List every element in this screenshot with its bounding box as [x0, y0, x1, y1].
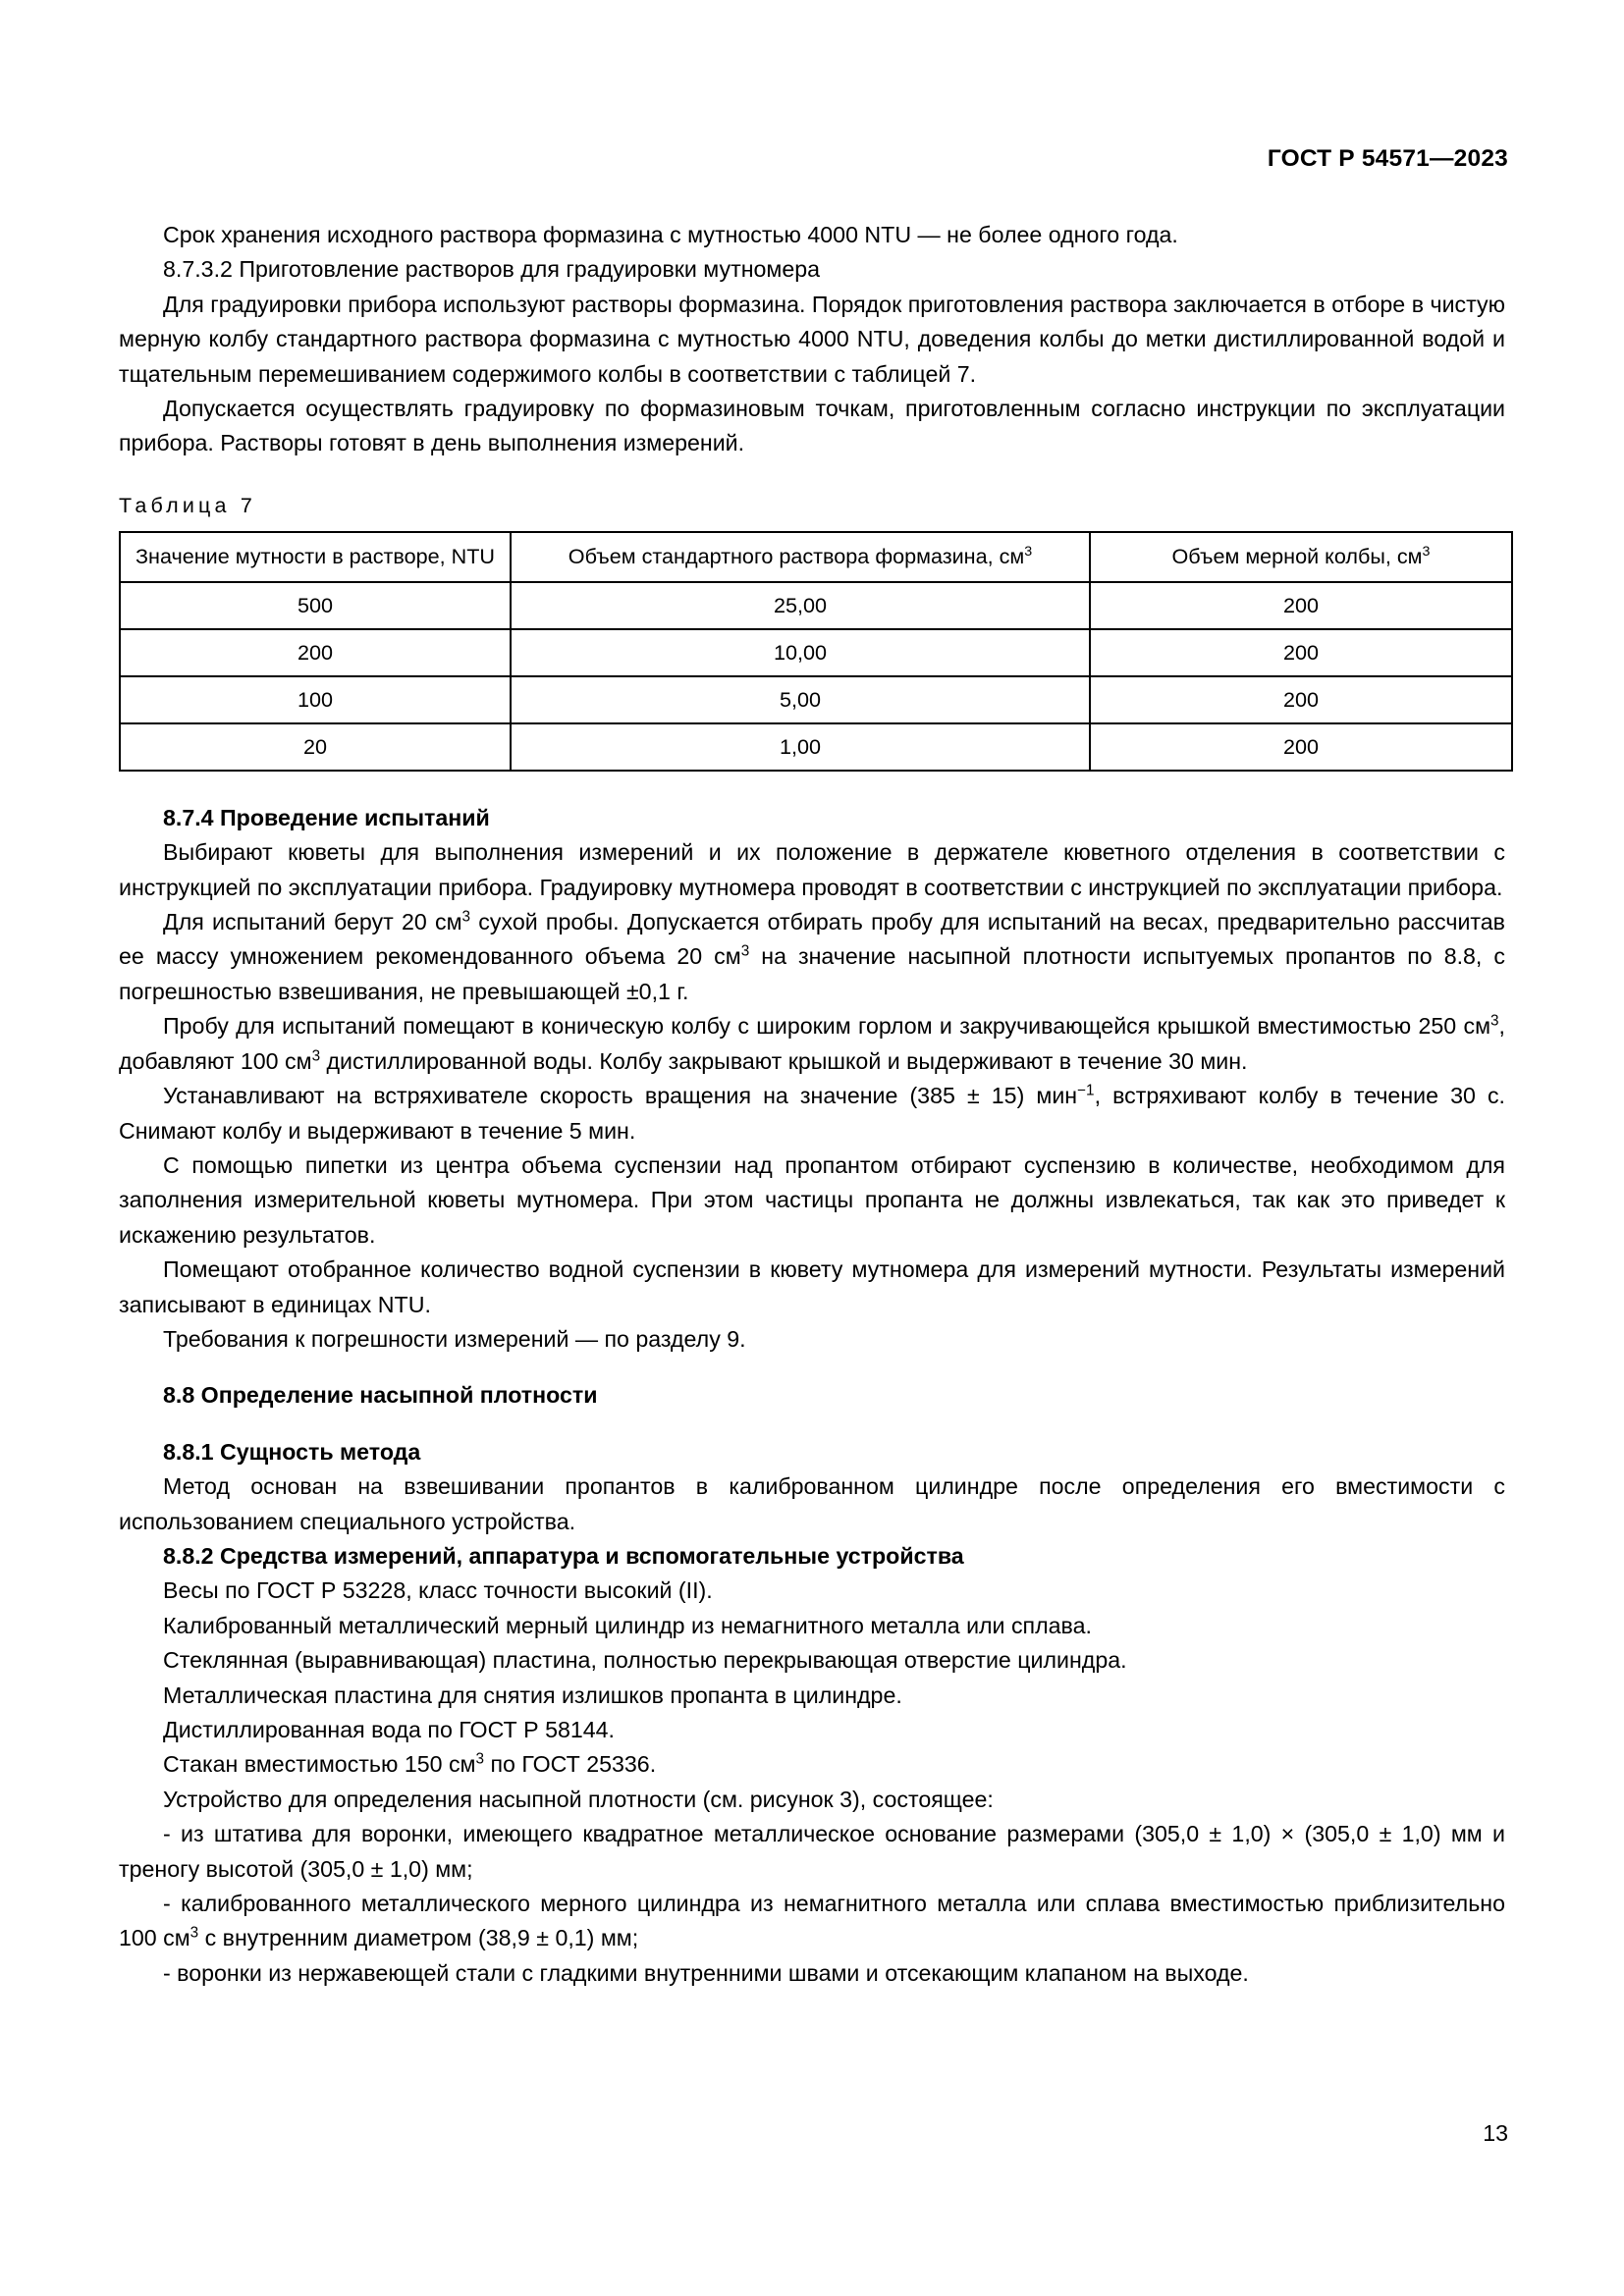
text-run: , встряхивают колбу в течение 30 с. Снимают колбу и выдерживают в течение 5 мин. — [119, 1083, 1505, 1144]
column-header-flask-volume — [1090, 532, 1512, 582]
page-number: 13 — [1483, 2120, 1508, 2146]
spacer — [119, 772, 1505, 801]
text-run: дистиллированной воды. Колбу закрывают крышкой и выдерживают в течение 30 мин. — [320, 1047, 1248, 1074]
cell-flask-volume: 200 — [1090, 629, 1512, 676]
superscript-cubic: 3 — [740, 942, 750, 960]
paragraph-8-8-2-metal-plate: Металлическая пластина для снятия излишков пропанта в цилиндре. — [163, 1682, 902, 1708]
list-item-stand: - из штатива для воронки, имеющего квадратное металлическое основание размерами (305,0 ± 1,0) × (305,0 ± 1,0) мм и треногу высотой (305,0 ± 1,0) мм; — [119, 1821, 1505, 1882]
paragraph-calibration-procedure: Для градуировки прибора используют растворы формазина. Порядок приготовления раствора заключается в отборе в чистую мерную колбу стандартного раствора формазина с мутностью 4000 NTU, доведения колбы до метки дистиллированной водой и тщательным перемешиванием содержимого колбы в соответствии с таблицей 7. — [119, 291, 1505, 387]
spacer — [119, 1414, 1505, 1435]
superscript-cubic: 3 — [311, 1046, 321, 1064]
paragraph-8-7-4-shaker — [119, 1079, 1505, 1148]
cell-standard-volume: 25,00 — [511, 582, 1090, 629]
spacer — [119, 461, 1505, 491]
paragraph-8-8-2-device: Устройство для определения насыпной плотности (см. рисунок 3), состоящее: — [163, 1786, 994, 1812]
heading-8-8-2: 8.8.2 Средства измерений, аппаратура и вспомогательные устройства — [163, 1542, 964, 1569]
column-header-turbidity — [120, 532, 511, 582]
paragraph-8-8-1-method: Метод основан на взвешивании пропантов в калиброванном цилиндре после определения его вместимости с использованием специального устройства. — [119, 1473, 1505, 1534]
paragraph-8-7-4-pipette: С помощью пипетки из центра объема суспензии над пропантом отбирают суспензию в количестве, необходимом для заполнения измерительной кюветы мутномера. При этом частицы пропанта не должны извлекаться, так как это приведет к искажению результатов. — [119, 1151, 1505, 1248]
paragraph-clause-8-7-3-2-title: 8.7.3.2 Приготовление растворов для градуировки мутномера — [163, 256, 821, 283]
column-header-flask-volume-label: Объем мерной колбы, см — [1171, 544, 1423, 569]
column-header-standard-volume-label: Объем стандартного раствора формазина, см — [568, 544, 1025, 569]
list-item-cylinder — [119, 1887, 1505, 1956]
superscript-cubic: 3 — [475, 1750, 485, 1768]
table-7 — [119, 531, 1513, 772]
cell-flask-volume: 200 — [1090, 723, 1512, 771]
paragraph-storage-term: Срок хранения исходного раствора формазина с мутностью 4000 NTU — не более одного года. — [163, 222, 1178, 247]
table-row — [120, 629, 1512, 676]
paragraph-8-7-4-flask — [119, 1009, 1505, 1079]
paragraph-8-8-2-water: Дистиллированная вода по ГОСТ Р 58144. — [163, 1717, 615, 1742]
cell-standard-volume: 10,00 — [511, 629, 1090, 676]
column-header-turbidity-label: Значение мутности в растворе, NTU — [135, 544, 496, 569]
superscript-cubic: 3 — [1024, 544, 1033, 561]
paragraph-8-7-4-measurement: Помещают отобранное количество водной суспензии в кювету мутномера для измерений мутности. Результаты измерений записывают в единицах NTU. — [119, 1256, 1505, 1317]
list-item-funnel: - воронки из нержавеющей стали с гладкими внутренними швами и отсекающим клапаном на выходе. — [163, 1959, 1249, 1986]
text-run: Пробу для испытаний помещают в коническую колбу с широким горлом и закручивающейся крышкой вместимостью 250 см — [163, 1013, 1491, 1040]
paragraph-8-8-2-balance: Весы по ГОСТ Р 53228, класс точности высокий (II). — [163, 1577, 713, 1604]
paragraph-formazin-points: Допускается осуществлять градуировку по формазиновым точкам, приготовленным согласно инструкции по эксплуатации прибора. Растворы готовят в день выполнения измерений. — [119, 396, 1505, 456]
text-run: по ГОСТ 25336. — [484, 1751, 657, 1778]
superscript-cubic: 3 — [1422, 544, 1431, 561]
spacer — [119, 1357, 1505, 1378]
text-run: на значение насыпной плотности испытуемых пропантов по 8.8, с погрешностью взвешивания, не превышающей ±0,1 г. — [119, 943, 1505, 1004]
text-run: - калиброванного металлического мерного цилиндра из немагнитного металла или сплава вместимостью приблизительно 100 см — [119, 1891, 1505, 1951]
paragraph-8-7-4-sample-volume — [119, 905, 1505, 1009]
cell-flask-volume: 200 — [1090, 582, 1512, 629]
heading-8-7-4: 8.7.4 Проведение испытаний — [163, 804, 490, 830]
text-run: Устанавливают на встряхивателе скорость вращения на значение (385 ± 15) мин — [163, 1083, 1078, 1109]
table-row — [120, 582, 1512, 629]
table-caption: Таблица 7 — [119, 493, 257, 517]
paragraph-8-7-4-cuvettes: Выбирают кюветы для выполнения измерений и их положение в держателе кюветного отделения в соответствии с инструкцией по эксплуатации прибора. Градуировку мутномера проводят в соответствии с инструкцией по эксплуатации прибора. — [119, 839, 1505, 900]
cell-standard-volume: 1,00 — [511, 723, 1090, 771]
superscript-cubic: 3 — [461, 908, 471, 926]
cell-turbidity: 20 — [120, 723, 511, 771]
cell-standard-volume: 5,00 — [511, 676, 1090, 723]
table-row — [120, 676, 1512, 723]
cell-flask-volume: 200 — [1090, 676, 1512, 723]
heading-8-8-1: 8.8.1 Сущность метода — [163, 1438, 421, 1465]
superscript-cubic: 3 — [1490, 1012, 1499, 1030]
paragraph-8-8-2-cylinder: Калиброванный металлический мерный цилиндр из немагнитного металла или сплава. — [163, 1612, 1092, 1638]
text-run: с внутренним диаметром (38,9 ± 0,1) мм; — [198, 1925, 639, 1951]
column-header-standard-volume — [511, 532, 1090, 582]
cell-turbidity: 200 — [120, 629, 511, 676]
paragraph-8-8-2-glass-plate: Стеклянная (выравнивающая) пластина, полностью перекрывающая отверстие цилиндра. — [163, 1647, 1127, 1674]
text-run: , добавляют 100 см — [119, 1013, 1505, 1074]
paragraph-8-7-4-accuracy: Требования к погрешности измерений — по разделу 9. — [163, 1325, 746, 1352]
running-header-standard-number: ГОСТ Р 54571—2023 — [1267, 145, 1508, 172]
table-row — [120, 723, 1512, 771]
superscript-minus-one: −1 — [1077, 1082, 1095, 1099]
superscript-cubic: 3 — [189, 1924, 199, 1942]
cell-turbidity: 100 — [120, 676, 511, 723]
table-header-row — [120, 532, 1512, 582]
text-run: Для испытаний берут 20 см — [163, 909, 462, 935]
paragraph-8-8-2-beaker — [119, 1747, 1505, 1782]
spacer — [119, 520, 1505, 531]
text-run: сухой пробы. Допускается отбирать пробу для испытаний на весах, предварительно рассчитав ее массу умножением рекомендованного объема 20 см — [119, 909, 1505, 970]
text-run: Стакан вместимостью 150 см — [163, 1751, 476, 1778]
cell-turbidity: 500 — [120, 582, 511, 629]
page-content — [119, 218, 1505, 1991]
heading-8-8: 8.8 Определение насыпной плотности — [163, 1382, 598, 1409]
